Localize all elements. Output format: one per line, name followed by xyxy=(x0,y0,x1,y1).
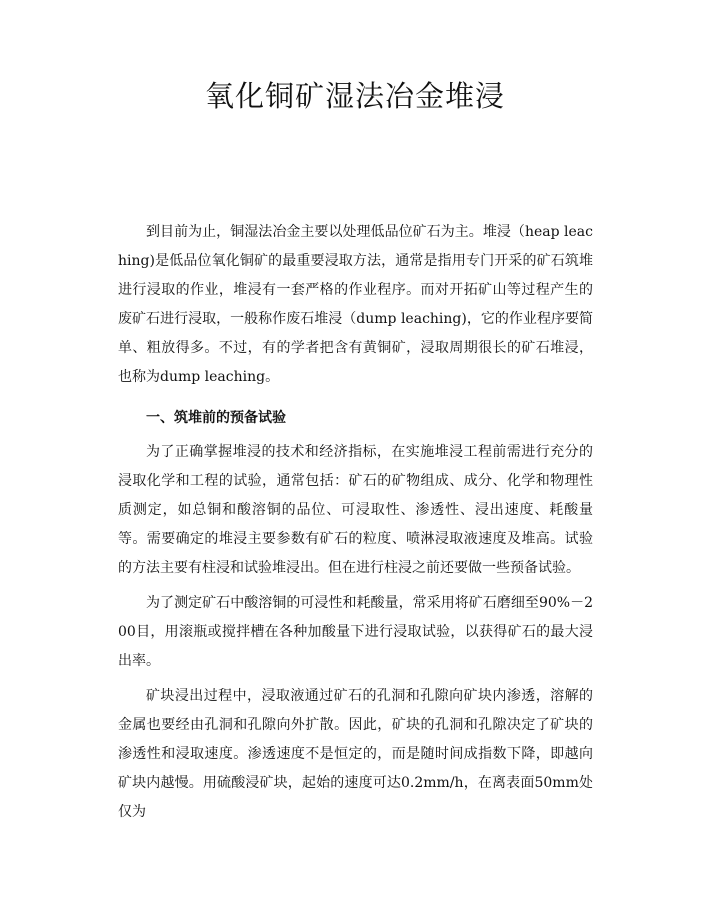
paragraph-test-overview: 为了正确掌握堆浸的技术和经济指标，在实施堆浸工程前需进行充分的浸取化学和工程的试验，通常包括：矿石的矿物组成、成分、化学和物理性质测定，如总铜和酸溶铜的品位、可浸取性、渗透性、浸出速度、耗酸量等。需要确定的堆浸主要参数有矿石的粒度、喷淋浸取液速度及堆高。试验的方法主要有柱浸和试验堆浸出。但在进行柱浸之前还要做一些预备试验。 xyxy=(118,444,593,576)
paragraph-spacer xyxy=(118,392,593,398)
paragraph-acid-test: 为了测定矿石中酸溶铜的可浸性和耗酸量，常采用将矿石磨细至90%－200目，用滚瓶或搅拌槽在各种加酸量下进行浸取试验，以获得矿石的最大浸出率。 xyxy=(118,595,593,669)
document-title: 氧化铜矿湿法冶金堆浸 xyxy=(204,79,505,113)
paragraph-ore-block: 矿块浸出过程中，浸取液通过矿石的孔洞和孔隙向矿块内渗透，溶解的金属也要经由孔洞和孔隙向外扩散。因此，矿块的孔洞和孔隙决定了矿块的渗透性和浸取速度。渗透速度不是恒定的，而是随时间成指数下降，即越向矿块内越慢。用硫酸浸矿块，起始的速度可达0.2mm/h，在离表面50mm处仅为 xyxy=(118,688,593,820)
document-body xyxy=(118,218,593,827)
paragraph-intro: 到目前为止，铜湿法冶金主要以处理低品位矿石为主。堆浸（heap leaching)是低品位氧化铜矿的最重要浸取方法，通常是指用专门开采的矿石筑堆进行浸取的作业，堆浸有一套严格的作业程序。而对开拓矿山等过程产生的废矿石进行浸取，一般称作废石堆浸（dump leaching)，它的作业程序要简单、粗放得多。不过，有的学者把含有黄铜矿，浸取周期很长的矿石堆浸，也称为dump leaching。 xyxy=(118,224,593,385)
section-heading: 一、筑堆前的预备试验 xyxy=(146,410,286,426)
